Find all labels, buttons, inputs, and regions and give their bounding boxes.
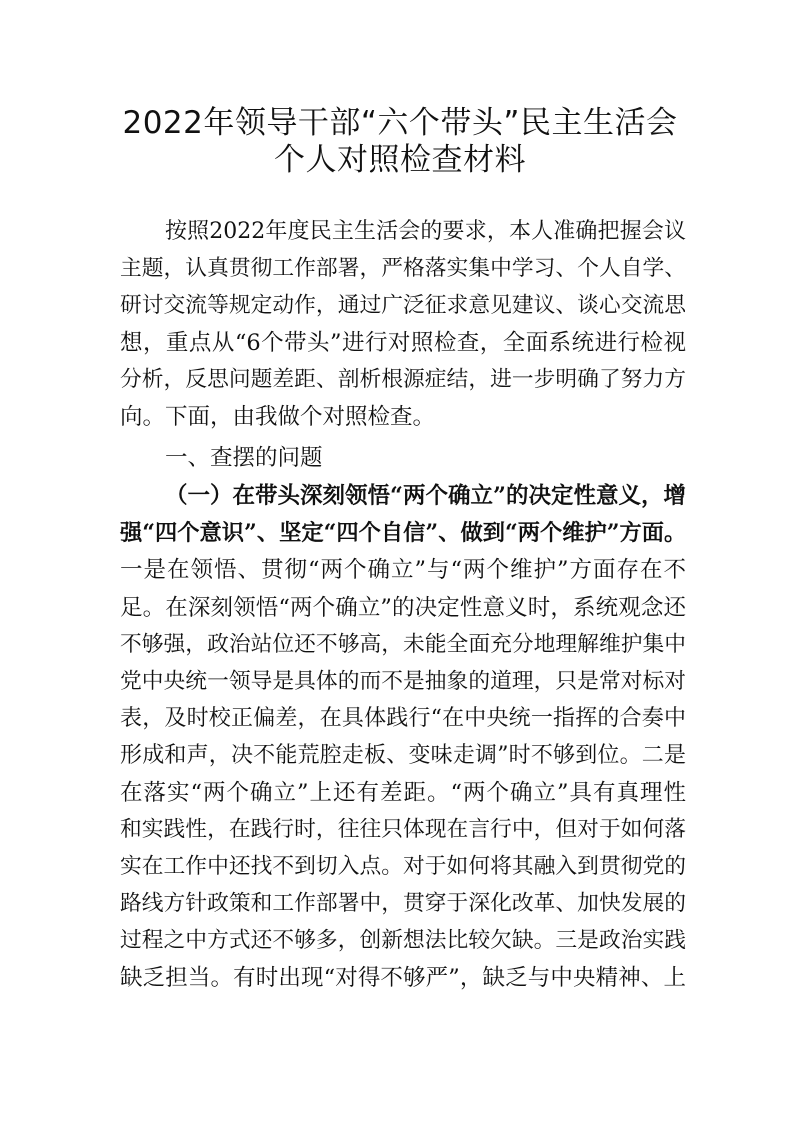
body-line: 过程之中方式还不够多，创新想法比较欠缺。三是政治实践 — [120, 928, 686, 953]
body-line: 路线方针政策和工作部署中，贯穿于深化改革、加快发展的 — [120, 891, 686, 916]
body-line: 表，及时校正偏差，在具体践行“在中央统一指挥的合奏中 — [120, 706, 686, 731]
body-line: 党中央统一领导是具体的而不是抽象的道理，只是常对标对 — [120, 669, 686, 694]
intro-line: 按照2022年度民主生活会的要求，本人准确把握会议 — [165, 219, 686, 244]
intro-line: 研讨交流等规定动作，通过广泛征求意见建议、谈心交流思 — [120, 293, 686, 318]
body-line: 不够强，政治站位还不够高，未能全面充分地理解维护集中 — [120, 632, 686, 657]
subsection-heading-line: （一）在带头深刻领悟“两个确立”的决定性意义，增 — [165, 483, 686, 509]
intro-line: 分析，反思问题差距、剖析根源症结，进一步明确了努力方 — [120, 367, 686, 392]
body-line: 和实践性，在践行时，往往只体现在言行中，但对于如何落 — [120, 817, 686, 842]
body-line: 在落实“两个确立”上还有差距。“两个确立”具有真理性 — [120, 780, 686, 806]
body-line: 一是在领悟、贯彻“两个确立”与“两个维护”方面存在不 — [120, 557, 686, 583]
body-line: 形成和声，决不能荒腔走板、变味走调”时不够到位。二是 — [120, 743, 686, 768]
section-heading: 一、查摆的问题 — [165, 445, 323, 471]
document-title-line-2: 个人对照检查材料 — [274, 142, 526, 178]
body-line: 缺乏担当。有时出现“对得不够严”，缺乏与中央精神、上 — [120, 965, 686, 991]
intro-line: 向。下面，由我做个对照检查。 — [120, 404, 436, 430]
body-line: 实在工作中还找不到切入点。对于如何将其融入到贯彻党的 — [120, 854, 686, 879]
intro-line: 想，重点从“6个带头”进行对照检查，全面系统进行检视 — [120, 330, 686, 356]
body-line: 足。在深刻领悟“两个确立”的决定性意义时，系统观念还 — [120, 595, 686, 621]
document-title-line-1: 2022年领导干部“六个带头”民主生活会 — [122, 105, 678, 141]
subsection-heading-line: 强“四个意识”、坚定“四个自信”、做到“两个维护”方面。 — [120, 520, 687, 546]
intro-line: 主题，认真贯彻工作部署，严格落实集中学习、个人自学、 — [120, 256, 686, 281]
